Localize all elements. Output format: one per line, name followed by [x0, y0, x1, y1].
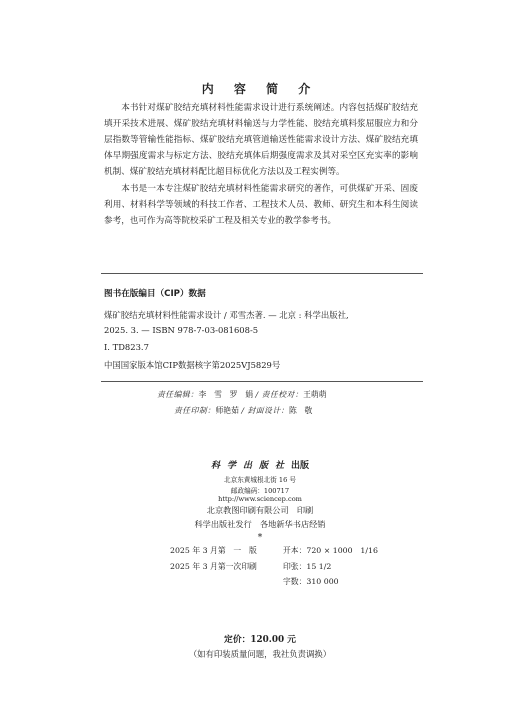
- designer-value: 陈 敬: [288, 406, 313, 415]
- sheets-count: 印张：15 1/2: [283, 562, 332, 571]
- cip-classification-line: Ⅰ. TD823.7: [104, 342, 149, 352]
- cip-heading: 图书在版编目（CIP）数据: [104, 289, 206, 299]
- publisher-address: 北京东黄城根北街 16 号: [224, 476, 296, 484]
- quality-notice: （如有印装质量问题，我社负责调换）: [188, 649, 332, 659]
- printing-date: 2025 年 3 月第一次印刷: [170, 562, 257, 571]
- designer-label: / 封面设计：: [241, 406, 289, 415]
- print-label: 责任印制：: [174, 406, 216, 415]
- summary-paragraph-1: 本书针对煤矿胶结充填材料性能需求设计进行系统阐述。内容包括煤矿胶结充填开采技术进展、煤矿胶结充填材料输送与力学性能、胶结充填料浆屈服应力和分层指数等管输性能指标、煤矿胶结充填管道输送性能需求设计方法、煤矿胶结充填体早期强度需求与标定方法、胶结充填体后期强度需求及其对采空区充实率的影响机制、煤矿胶结充填材料配比超目标优化方法以及工程实例等。: [104, 103, 418, 177]
- publisher-suffix: 出版: [291, 461, 310, 471]
- credit-print-line: [174, 405, 312, 416]
- edition-date: 2025 年 3 月第 一 版: [170, 546, 257, 555]
- summary-paragraph-2: 本书是一本专注煤矿胶结充填材料性能需求研究的著作，可供煤矿开采、固废利用、材料科学等领域的科技工作者、工程技术人员、教师、研究生和本科生阅读参考，也可作为高等院校采矿工程及相关专业的教学参考书。: [104, 184, 418, 226]
- editor-value: 李 雪 罗 娟: [198, 390, 254, 399]
- summary-body: [104, 100, 418, 230]
- publisher-url: http://www.sciencep.com: [218, 495, 302, 503]
- cip-title-line: 煤矿胶结充填材料性能需求设计 / 邓雪杰著. — 北京 : 科学出版社,: [104, 310, 349, 320]
- proofreader-label: / 责任校对：: [255, 390, 304, 399]
- editor-label: 责任编辑：: [157, 390, 199, 399]
- word-count: 字数：310 000: [283, 577, 339, 586]
- print-value: 师艳茹: [215, 406, 239, 415]
- proofreader-value: 王萌萌: [303, 390, 327, 399]
- separator-star: *: [257, 533, 263, 543]
- distributor-line: 科学出版社发行 各地新华书店经销: [194, 519, 326, 529]
- cip-record-number: 中国国家版本馆CIP数据核字第2025VJ5829号: [104, 360, 281, 370]
- format-spec: 开本：720 × 1000 1/16: [283, 546, 378, 555]
- publisher-line: [0, 458, 520, 471]
- cip-data-block: [101, 273, 423, 382]
- cip-isbn-line: 2025. 3. — ISBN 978-7-03-081608-5: [104, 325, 259, 335]
- publisher-seal: 科学出版社: [210, 461, 291, 471]
- credit-editor-line: [157, 389, 327, 400]
- printer-line: 北京教图印刷有限公司 印刷: [206, 505, 314, 515]
- summary-title: 内 容 简 介: [201, 82, 319, 96]
- publisher-postcode: 邮政编码：100717: [230, 487, 290, 495]
- price: 定价：120.00 元: [224, 635, 296, 645]
